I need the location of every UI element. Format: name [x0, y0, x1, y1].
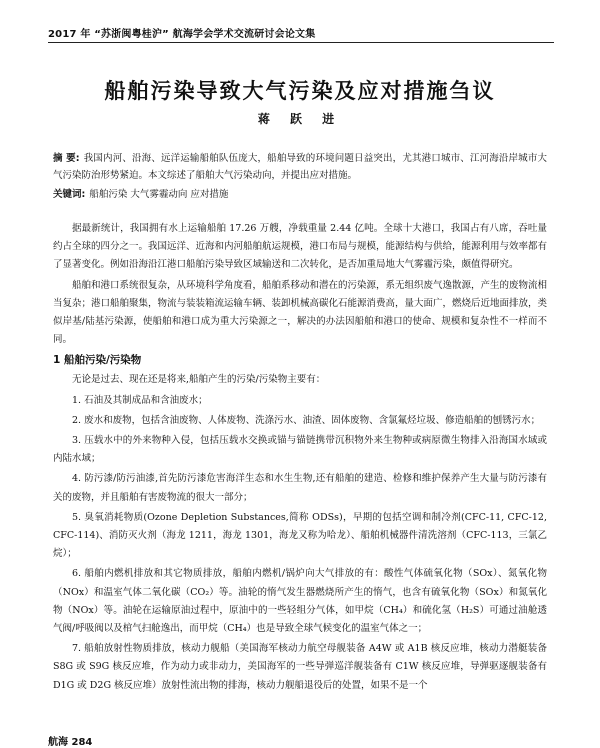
header-rule — [48, 42, 554, 43]
abstract-label: 摘 要: — [53, 153, 80, 164]
keywords-text: 船舶污染 大气雾霾动向 应对措施 — [89, 189, 229, 200]
list-item: 1. 石油及其制成品和含油废水； — [72, 394, 208, 406]
paper-title: 船舶污染导致大气污染及应对措施刍议 — [104, 79, 496, 103]
paragraph: 船舶和港口系统很复杂，从环境科学角度看，船舶系移动和潜在的污染源，系无组织废气逸散源，产生的废物流相当复杂；港口船舶聚集，物流与装装箱流运输车辆、装卸机械高碳化石能源消费高，量大面广，燃烧后近地面排放，类似岸基/陆基污染源，使船舶和港口成为重大污染源之一，解决的办法因船舶和港口的使命、规模和复杂性不一样而不同。 — [53, 279, 548, 346]
paragraph: 据最新统计，我国拥有水上运输船舶 17.26 万艘，净载重量 2.44 亿吨。全球十大港口，我国占有八席，吞吐量约占全球的四分之一。我国远洋、近海和内河船舶航运规模，港口布局与规模，能源结构与供给，能源利用与效率都有了显著变化。例如沿海沿江港口船舶污染导致区域输送和二次转化，是否加重局地大气雾霾污染，颇值得研究。 — [53, 223, 548, 271]
section-heading: 1 船舶污染/污染物 — [53, 354, 142, 367]
keywords-label: 关键词: — [53, 189, 86, 200]
list-item: 7. 船舶放射性物质排放，核动力舰船（美国海军核动力航空母舰装备 A4W 或 A1B 核反应堆，核动力潜艇装备 S8G 或 S9G 核反应堆，作为动力或非动力，美国海军的一些导弹巡洋舰装备有 C1W 核反应堆，导弹驱逐舰装备有 D1G 或 D2G 核反应堆）放射性流出物的排海，核动力舰船退役后的处置，如果不是一个 — [53, 643, 547, 691]
body-text — [53, 220, 547, 697]
author-name: 蒋 跃 进 — [257, 112, 343, 126]
list-item: 5. 臭氧消耗物质(Ozone Depletion Substances,简称 ODSs)，早期的包括空调和制冷剂(CFC-11, CFC-12, CFC-114)、消防灭火剂（海龙 1211，海龙 1301，海龙又称为哈龙）、船舶机械器件清洗溶剂（CFC-113，三氯乙烷）； — [53, 511, 547, 560]
page-footer: 航海 284 — [48, 737, 93, 748]
list-item: 2. 废水和废物，包括含油废物、人体废物、洗涤污水、油渣、固体废物、含氯氟烃垃圾、修造船舶的刨锈污水； — [72, 414, 541, 426]
abstract-text: 我国内河、沿海、远洋运输船舶队伍庞大，船舶导致的环境问题日益突出，尤其港口城市、江河海沿岸城市大气污染防治形势紧迫。本文综述了船舶大气污染动向，并提出应对措施。 — [53, 153, 547, 181]
list-item: 6. 船舶内燃机排放和其它物质排放，船舶内燃机/锅炉向大气排放的有：酸性气体硫氧化物（SOx）、氮氧化物（NOx）和温室气体二氧化碳（CO₂）等。油轮的惰气发生器燃烧所产生的惰气，也含有硫氧化物（SOx）和氮氧化物（NOx）等。油轮在运输原油过程中，原油中的一些轻组分气体，如甲烷（CH₄）和硫化氢（H₂S）可通过油舱透气阀/呼吸阀以及棺气扫舱逸出，而甲烷（CH₄）也是导致全球气候变化的温室气体之一； — [53, 568, 547, 635]
paragraph: 无论是过去、现在还是将来,船舶产生的污染/污染物主要有： — [72, 374, 326, 386]
running-head: 2017 年 “苏浙闽粤桂沪” 航海学会学术交流研讨会论文集 — [48, 29, 316, 40]
list-item: 4. 防污漆/防污油漆,首先防污漆危害海洋生态和水生生物,还有船舶的建造、检修和维护保养产生大量与防污漆有关的废物，并且船舶有害废物流的很大一部分； — [53, 473, 547, 503]
keywords — [53, 186, 547, 203]
list-item: 3. 压载水中的外来物种入侵，包括压载水交换或锚与锚链携带沉积物外来生物种或病原微生物排入沿海国水域或内陆水域； — [53, 435, 547, 465]
abstract — [53, 150, 547, 184]
